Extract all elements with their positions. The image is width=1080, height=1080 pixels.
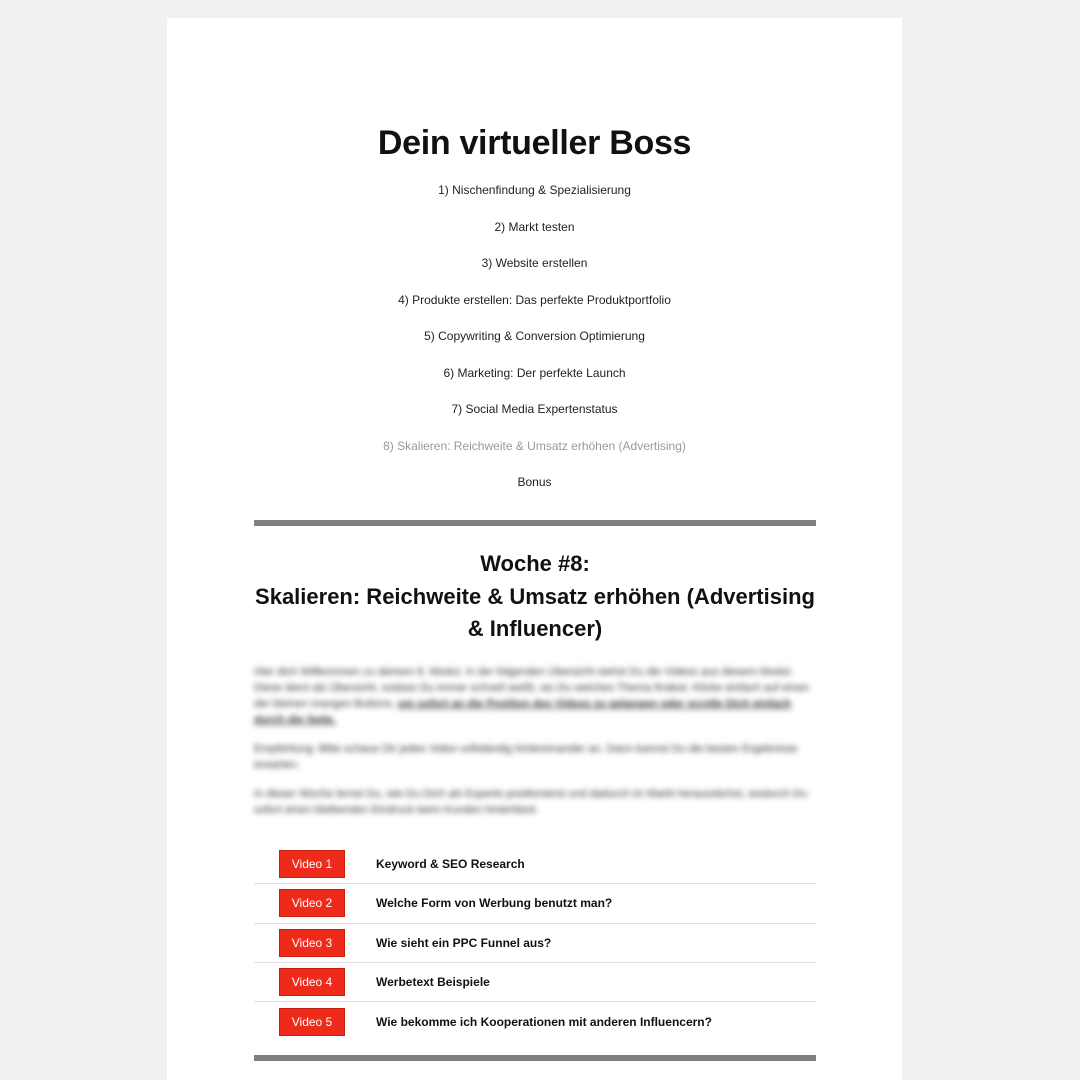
intro-paragraph-1: Hier dich Willkommen zu deinem 8. Modul. In der folgenden Übersicht siehst Du die Videos aus diesem Modul. Diese dient als Übersicht, sodass Du immer schnell weißt, wo Du welches Thema findest. Klicke einfach auf einen der kleinen orangen Buttons, um sofort an die Position des Videos zu gelangen oder scrolle Dich einfach durch die Seite. [254, 666, 809, 726]
video-5-title: Wie bekomme ich Kooperationen mit anderen Influencern? [376, 1014, 712, 1029]
nav-item-bonus[interactable]: Bonus [517, 475, 552, 489]
nav-item-7[interactable]: 7) Social Media Expertenstatus [451, 402, 618, 416]
week-number: Woche #8: [480, 551, 590, 576]
nav-item-1[interactable]: 1) Nischenfindung & Spezialisierung [438, 183, 631, 197]
video-2-button[interactable]: Video 2 [279, 889, 345, 917]
content-card [167, 18, 902, 1080]
video-row [254, 845, 816, 884]
intro-anchor-link[interactable]: um sofort an die Position des Videos zu gelangen oder scrolle Dich einfach durch die Seite. [254, 698, 792, 726]
video-4-button[interactable]: Video 4 [279, 968, 345, 996]
video-4-title: Werbetext Beispiele [376, 975, 490, 990]
nav-item-8-active[interactable]: 8) Skalieren: Reichweite & Umsatz erhöhen (Advertising) [383, 438, 686, 453]
module-nav [167, 181, 902, 510]
video-row [254, 924, 816, 963]
video-5-button[interactable]: Video 5 [279, 1008, 345, 1036]
nav-item-3[interactable]: 3) Website erstellen [481, 256, 588, 270]
video-1-button[interactable]: Video 1 [279, 850, 345, 878]
video-1-title: Keyword & SEO Research [376, 857, 525, 872]
section-divider-top [254, 520, 816, 526]
video-row [254, 1002, 816, 1041]
nav-item-2[interactable]: 2) Markt testen [494, 219, 575, 234]
video-list [254, 845, 816, 1041]
nav-item-6[interactable]: 6) Marketing: Der perfekte Launch [443, 365, 626, 380]
video-3-button[interactable]: Video 3 [279, 929, 345, 957]
section-divider-bottom [254, 1055, 816, 1061]
intro-paragraph-3: In dieser Woche lernst Du, wie Du Dich als Experte positionierst und dadurch im Markt herausstichst, wodurch Du sofort einen bleibenden Eindruck beim Kunden hinterlässt. [254, 788, 808, 816]
nav-item-5[interactable]: 5) Copywriting & Conversion Optimierung [424, 329, 645, 343]
nav-item-4[interactable]: 4) Produkte erstellen: Das perfekte Produktportfolio [398, 292, 671, 307]
site-title: Dein virtueller Boss [377, 124, 692, 162]
video-row [254, 963, 816, 1002]
intro-paragraph-2: Empfehlung: Bitte schaue Dir jedes Video vollständig hintereinander an. Dann kannst Du die besten Ergebnisse erwarten. [254, 743, 798, 771]
week-title-line-2: & Influencer) [467, 616, 603, 641]
video-2-title: Welche Form von Werbung benutzt man? [376, 896, 613, 911]
week-heading [254, 548, 816, 646]
video-3-title: Wie sieht ein PPC Funnel aus? [376, 935, 552, 950]
week-title-line-1: Skalieren: Reichweite & Umsatz erhöhen (Advertising [255, 583, 815, 609]
video-row [254, 884, 816, 923]
intro-text-blurred [254, 664, 816, 831]
